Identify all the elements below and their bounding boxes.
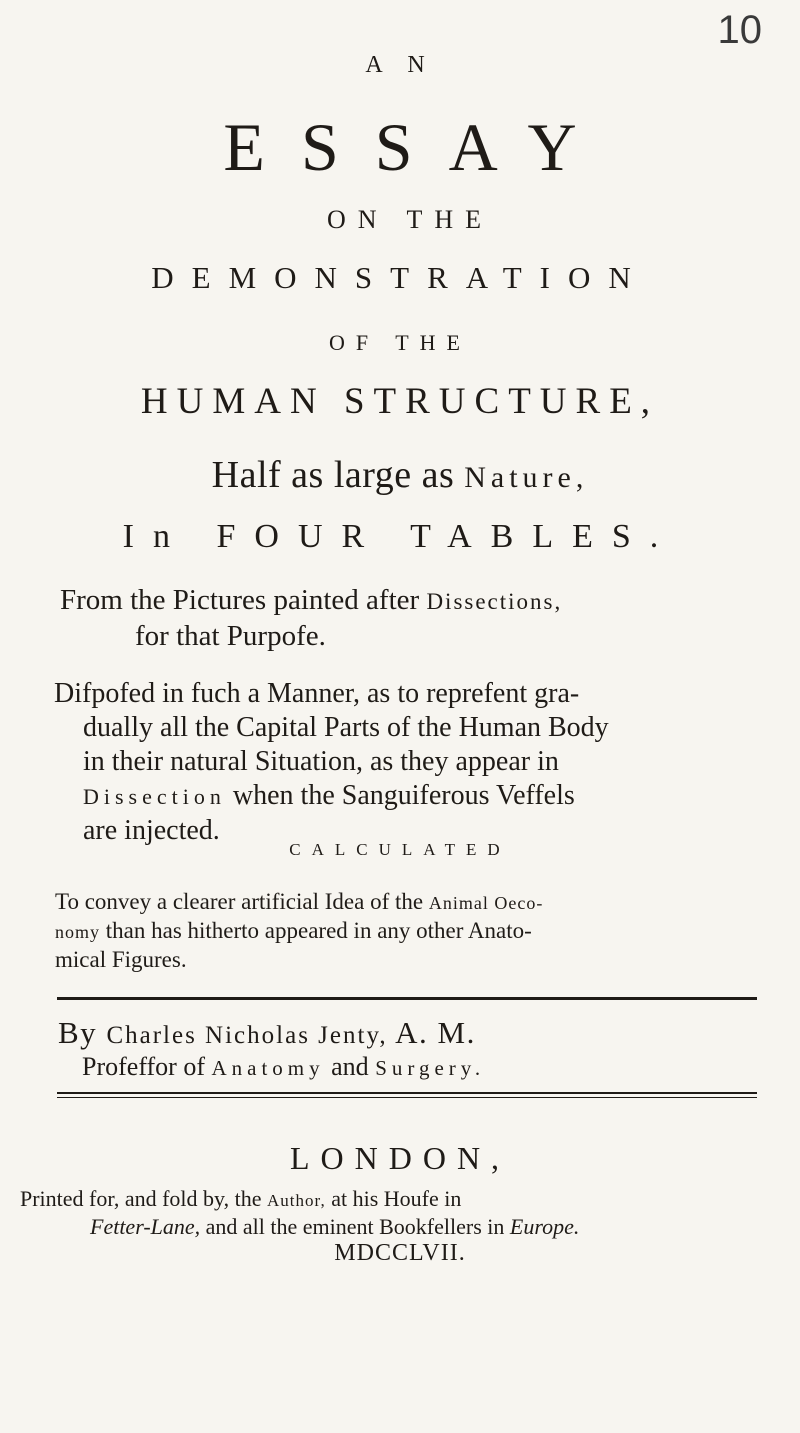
subtitle-half-size (0, 453, 800, 497)
disposed-line-4 (54, 779, 744, 814)
imprint-fetter-line (90, 1214, 579, 1240)
disposed-dissection: Dissection (83, 784, 226, 809)
from-pictures-line (60, 584, 562, 617)
half-nature: Nature, (464, 461, 589, 494)
fetter-rest: and all the eminent Bookfellers in (200, 1214, 510, 1239)
divider-rule-bottom-1 (57, 1092, 757, 1094)
convey-line-2-rest: than has hitherto appeared in any other Anato- (100, 918, 532, 943)
disposed-line-4-rest: when the Sanguiferous Veffels (225, 780, 575, 811)
printed-rest: at his Houfe in (325, 1186, 462, 1211)
from-dissections: Dissections, (426, 589, 563, 614)
divider-rule-top (57, 997, 757, 1000)
title-essay: ESSAY (223, 109, 613, 185)
author-degree: A. M. (387, 1015, 476, 1050)
calculated-heading: CALCULATED (289, 840, 511, 859)
disposed-paragraph (54, 677, 744, 848)
divider-rule-bottom-2 (57, 1097, 757, 1098)
printed-author: Author, (266, 1191, 326, 1210)
disposed-line-2: dually all the Capital Parts of the Human Body (83, 712, 609, 743)
disposed-line-3: in their natural Situation, as they appear in (83, 746, 559, 777)
convey-animal-oeco: Animal Oeco- (428, 893, 544, 913)
title-human-structure: HUMAN STRUCTURE, (140, 381, 660, 422)
europe: Europe. (509, 1214, 580, 1239)
disposed-line-1: Difpofed in fuch a Manner, as to reprefent gra- (54, 678, 580, 709)
convey-line-1 (55, 888, 755, 917)
title-article: A N (365, 52, 435, 78)
professor-surgery: Surgery. (375, 1056, 486, 1080)
professor-and: and (324, 1052, 376, 1081)
author-name: Charles Nicholas Jenty, (106, 1022, 388, 1049)
convey-nomy: nomy (55, 922, 101, 942)
convey-line-2 (55, 917, 755, 946)
page-number: 10 (717, 8, 762, 52)
subtitle-four-tables: In FOUR TABLES. (122, 518, 678, 555)
for-purpose-line: for that Purpofe. (135, 620, 326, 652)
professor-prefix: Profeffor of (82, 1052, 212, 1081)
title-demonstration: DEMONSTRATION (151, 260, 649, 295)
imprint-london: LONDON, (289, 1140, 511, 1176)
title-of-the: OF THE (329, 330, 471, 355)
author-line (58, 1015, 476, 1051)
title-on-the: ON THE (326, 205, 494, 234)
convey-line-3: mical Figures. (55, 947, 187, 972)
printed-prefix: Printed for, and fold by, the (20, 1186, 267, 1211)
professor-anatomy: Anatomy (211, 1056, 325, 1080)
convey-paragraph (55, 888, 755, 974)
professor-line (82, 1052, 485, 1082)
convey-line-1-prefix: To convey a clearer artificial Idea of the (55, 889, 429, 914)
imprint-year: MDCCLVII. (334, 1240, 466, 1266)
from-prefix: From the Pictures painted after (60, 584, 427, 616)
fetter-lane: Fetter-Lane, (90, 1214, 201, 1239)
author-prefix: By (58, 1015, 107, 1050)
disposed-line-5: are injected. (83, 815, 220, 846)
imprint-printed-line (20, 1186, 461, 1212)
half-prefix: Half as large as (211, 454, 465, 496)
